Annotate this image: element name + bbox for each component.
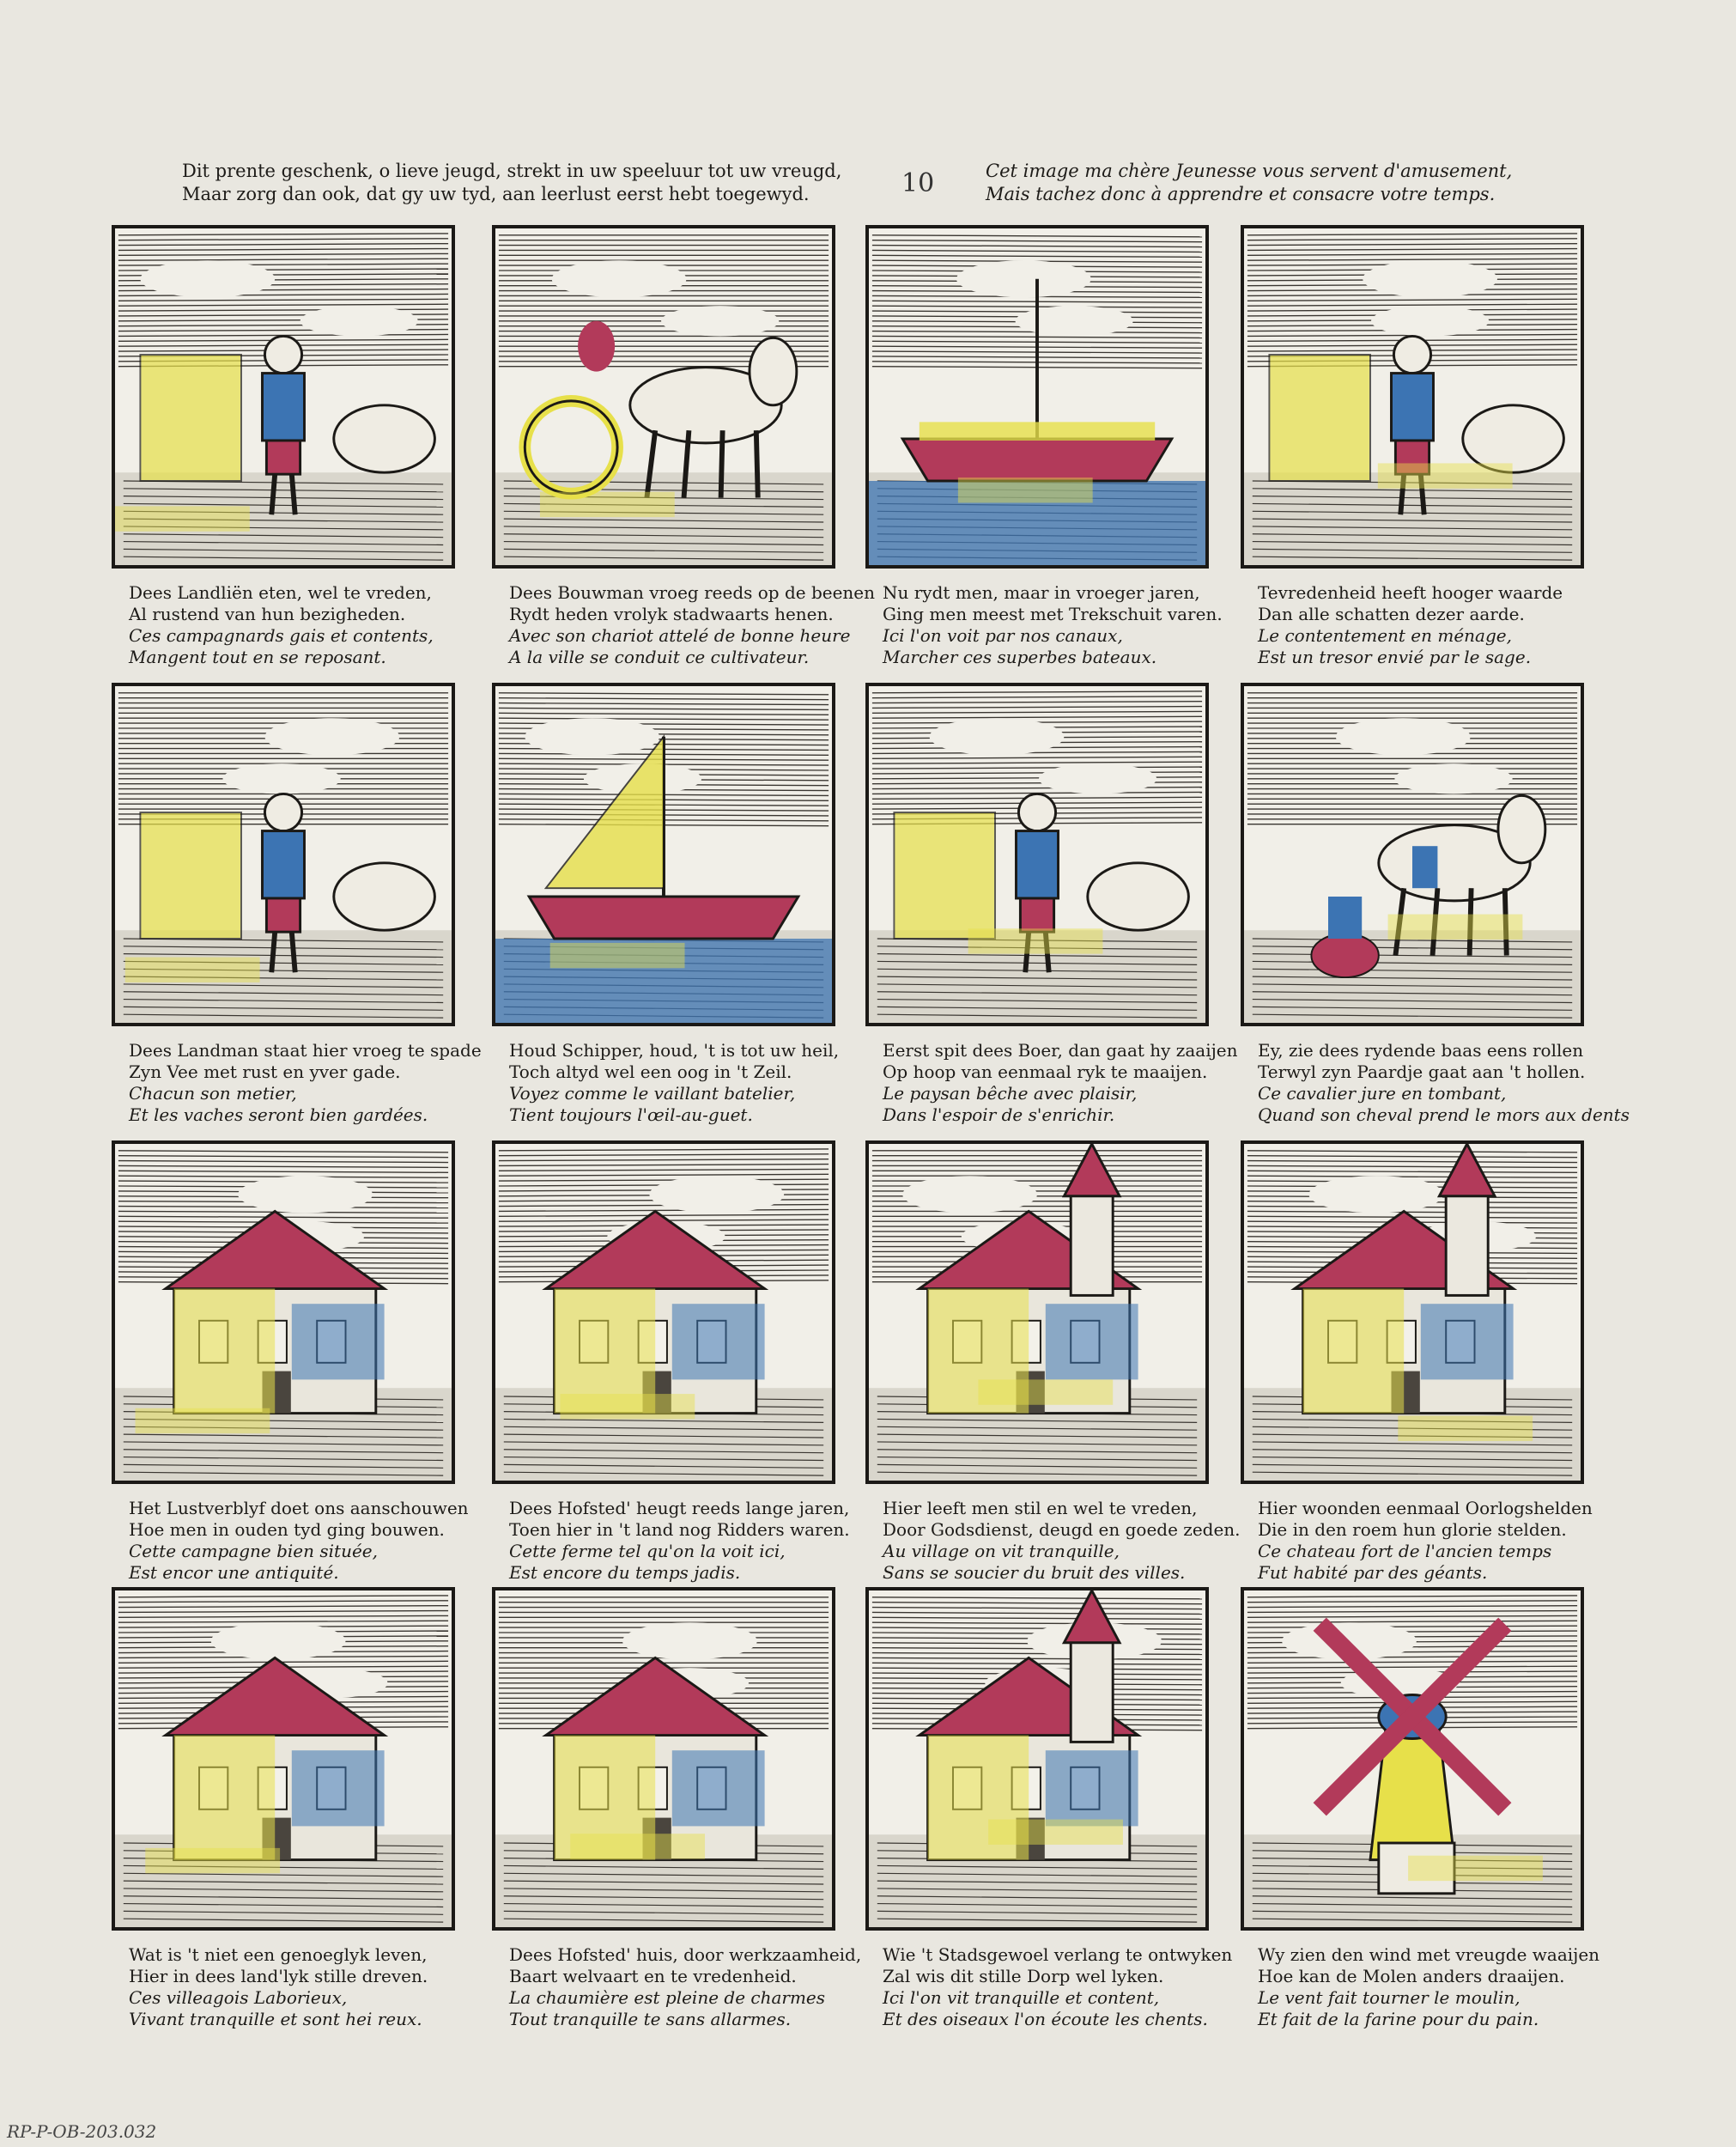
dutch-verse-line: Nu rydt men, maar in vroeger jaren, [883, 582, 1200, 603]
french-intro-line: Mais tachez donc à apprendre et consacre votre temps. [986, 184, 1496, 204]
dutch-verse-line: Zyn Vee met rust en yver gade. [129, 1061, 401, 1082]
panel-verse [129, 582, 472, 668]
french-verse-line: Ce cavalier jure en tombant, [1258, 1083, 1507, 1104]
dutch-verse-line: Dees Hofsted' huis, door werkzaamheid, [509, 1944, 862, 1965]
french-verse-line: La chaumière est pleine de charmes [509, 1987, 826, 2008]
country-house-illustration [115, 1590, 452, 1927]
dutch-verse-line: Eerst spit dees Boer, dan gaat hy zaaijen [883, 1040, 1238, 1061]
sailboat-illustration [495, 686, 832, 1023]
print-panel [112, 225, 455, 672]
dutch-verse-line: Ging men meest met Trekschuit varen. [883, 604, 1223, 624]
french-verse-line: Au village on vit tranquille, [883, 1541, 1120, 1561]
landman-cattle-woodcut [112, 683, 455, 1026]
pavilion-illustration [115, 1144, 452, 1481]
horse-chariot-illustration [495, 228, 832, 565]
panel-verse [129, 1040, 482, 1126]
landman-cattle-illustration [115, 686, 452, 1023]
french-verse-line: Dans l'espoir de s'enrichir. [883, 1104, 1115, 1125]
dutch-verse-line: Wat is 't niet een genoeglyk leven, [129, 1944, 428, 1965]
panel-verse [883, 582, 1226, 668]
french-verse-line: Est encor une antiquité. [129, 1562, 339, 1583]
farmer-spade-illustration [869, 686, 1205, 1023]
french-verse-line: Quand son cheval prend le mors aux dents [1258, 1104, 1630, 1125]
print-panel [1241, 1587, 1600, 2034]
french-verse-line: Ces villeagois Laborieux, [129, 1987, 348, 2008]
dutch-verse-line: Toch altyd wel een oog in 't Zeil. [509, 1061, 792, 1082]
canal-boat-woodcut [865, 225, 1209, 569]
dutch-verse-line: Zal wis dit stille Dorp wel lyken. [883, 1966, 1164, 1986]
dutch-verse-line: Hier woonden eenmaal Oorlogshelden [1258, 1498, 1593, 1518]
village-church-woodcut [865, 1140, 1209, 1484]
sailboat-woodcut [492, 683, 835, 1026]
farmhouse-woodcut [492, 1587, 835, 1931]
farmhouse-illustration [495, 1590, 832, 1927]
french-verse-line: Tient toujours l'œil-au-guet. [509, 1104, 753, 1125]
dutch-verse-line: Hier leeft men stil en wel te vreden, [883, 1498, 1198, 1518]
french-verse-line: Et les vaches seront bien gardées. [129, 1104, 428, 1125]
print-panel [865, 225, 1223, 672]
panel-verse [509, 1498, 853, 1584]
sheet-number: 10 [901, 168, 935, 198]
panel-verse [883, 1498, 1241, 1584]
canal-boat-illustration [869, 228, 1205, 565]
panel-verse [1258, 1498, 1601, 1584]
french-verse-line: Marcher ces superbes bateaux. [883, 647, 1157, 667]
dutch-verse-line: Hoe kan de Molen anders draaijen. [1258, 1966, 1565, 1986]
panel-verse [509, 582, 876, 668]
panel-verse [129, 1498, 472, 1584]
dutch-intro-line: Dit prente geschenk, o lieve jeugd, strekt in uw speeluur tot uw vreugd, [182, 161, 842, 181]
panel-verse [1258, 1944, 1601, 2030]
catalog-number: RP-P-OB-203.032 [7, 2121, 157, 2142]
dutch-verse-line: Door Godsdienst, deugd en goede zeden. [883, 1519, 1241, 1540]
print-panel [112, 1587, 455, 2034]
dutch-verse-line: Dees Landliën eten, wel te vreden, [129, 582, 432, 603]
print-panel [1241, 1140, 1593, 1587]
print-panel [492, 225, 876, 672]
panel-verse [1258, 1040, 1630, 1126]
sheet-header [0, 160, 1736, 211]
french-verse-line: Et fait de la farine pour du pain. [1258, 2009, 1539, 2029]
panel-verse [509, 1944, 862, 2030]
dutch-intro-line: Maar zorg dan ook, dat gy uw tyd, aan leerlust eerst hebt toegewyd. [182, 184, 810, 204]
panel-verse [509, 1040, 853, 1126]
peasants-eating-woodcut [112, 225, 455, 569]
dutch-verse-line: Het Lustverblyf doet ons aanschouwen [129, 1498, 469, 1518]
dutch-verse-line: Wy zien den wind met vreugde waaijen [1258, 1944, 1600, 1965]
french-verse-line: Le contentement en ménage, [1258, 625, 1512, 646]
dutch-verse-line: Tevredenheid heeft hooger waarde [1258, 582, 1563, 603]
french-verse-line: Ici l'on vit tranquille et content, [883, 1987, 1160, 2008]
dutch-verse-line: Houd Schipper, houd, 't is tot uw heil, [509, 1040, 840, 1061]
print-panel [1241, 683, 1630, 1129]
french-verse-line: Fut habité par des géants. [1258, 1562, 1488, 1583]
panel-verse [1258, 582, 1601, 668]
horse-falling-rider-illustration [1244, 686, 1581, 1023]
french-verse-line: Vivant tranquille et sont hei reux. [129, 2009, 422, 2029]
print-panel [865, 683, 1238, 1129]
print-panel [112, 683, 482, 1129]
windmill-woodcut [1241, 1587, 1584, 1931]
french-verse-line: Tout tranquille te sans allarmes. [509, 2009, 792, 2029]
horse-chariot-woodcut [492, 225, 835, 569]
dutch-verse-line: Al rustend van hun bezigheden. [129, 604, 406, 624]
french-verse-line: Cette ferme tel qu'on la voit ici, [509, 1541, 786, 1561]
dutch-verse-line: Wie 't Stadsgewoel verlang te ontwyken [883, 1944, 1233, 1965]
dutch-verse-line: Dan alle schatten dezer aarde. [1258, 604, 1525, 624]
dutch-verse-line: Dees Landman staat hier vroeg te spade [129, 1040, 482, 1061]
panel-verse [883, 1944, 1233, 2030]
dutch-verse-line: Baart welvaart en te vredenheid. [509, 1966, 797, 1986]
castle-woodcut [1241, 1140, 1584, 1484]
print-panel [492, 1140, 850, 1587]
french-verse-line: Est un tresor envié par le sage. [1258, 647, 1532, 667]
castle-illustration [1244, 1144, 1581, 1481]
french-verse-line: Mangent tout en se reposant. [129, 647, 386, 667]
print-panel [1241, 225, 1584, 672]
dutch-verse-line: Hier in dees land'lyk stille dreven. [129, 1966, 428, 1986]
french-verse-line: Et des oiseaux l'on écoute les chents. [883, 2009, 1208, 2029]
farmer-spade-woodcut [865, 683, 1209, 1026]
french-verse-line: Ici l'on voit par nos canaux, [883, 625, 1123, 646]
french-verse-line: Cette campagne bien située, [129, 1541, 378, 1561]
french-verse-line: A la ville se conduit ce cultivateur. [509, 647, 810, 667]
dutch-verse-line: Dees Bouwman vroeg reeds op de beenen [509, 582, 876, 603]
family-table-woodcut [1241, 225, 1584, 569]
dutch-verse-line: Rydt heden vrolyk stadwaarts henen. [509, 604, 834, 624]
french-verse-line: Le paysan bêche avec plaisir, [883, 1083, 1138, 1104]
panel-verse [883, 1040, 1238, 1126]
panel-verse [129, 1944, 472, 2030]
village-church-illustration [869, 1144, 1205, 1481]
french-verse-line: Avec son chariot attelé de bonne heure [509, 625, 851, 646]
french-verse-line: Ces campagnards gais et contents, [129, 625, 434, 646]
village-square-illustration [869, 1590, 1205, 1927]
french-verse-line: Chacun son metier, [129, 1083, 297, 1104]
pavilion-woodcut [112, 1140, 455, 1484]
print-panel [865, 1140, 1241, 1587]
windmill-illustration [1244, 1590, 1581, 1927]
french-verse-line: Le vent fait tourner le moulin, [1258, 1987, 1521, 2008]
peasants-eating-illustration [115, 228, 452, 565]
dutch-verse-line: Die in den roem hun glorie stelden. [1258, 1519, 1567, 1540]
french-intro-line: Cet image ma chère Jeunesse vous servent d'amusement, [986, 161, 1513, 181]
dutch-verse-line: Toen hier in 't land nog Ridders waren. [509, 1519, 850, 1540]
horse-falling-rider-woodcut [1241, 683, 1584, 1026]
farmstead-woodcut [492, 1140, 835, 1484]
farmstead-illustration [495, 1144, 832, 1481]
print-panel [112, 1140, 469, 1587]
dutch-intro-verse [182, 160, 886, 206]
print-panel [865, 1587, 1233, 2034]
dutch-verse-line: Dees Hofsted' heugt reeds lange jaren, [509, 1498, 850, 1518]
family-table-illustration [1244, 228, 1581, 565]
french-verse-line: Est encore du temps jadis. [509, 1562, 741, 1583]
french-verse-line: Voyez comme le vaillant batelier, [509, 1083, 796, 1104]
print-panel [492, 683, 840, 1129]
french-intro-verse [986, 160, 1604, 206]
dutch-verse-line: Ey, zie dees rydende baas eens rollen [1258, 1040, 1584, 1061]
village-square-woodcut [865, 1587, 1209, 1931]
dutch-verse-line: Terwyl zyn Paardje gaat aan 't hollen. [1258, 1061, 1586, 1082]
print-panel [492, 1587, 862, 2034]
dutch-verse-line: Hoe men in ouden tyd ging bouwen. [129, 1519, 445, 1540]
french-verse-line: Sans se soucier du bruit des villes. [883, 1562, 1186, 1583]
french-verse-line: Ce chateau fort de l'ancien temps [1258, 1541, 1552, 1561]
country-house-woodcut [112, 1587, 455, 1931]
dutch-verse-line: Op hoop van eenmaal ryk te maaijen. [883, 1061, 1208, 1082]
